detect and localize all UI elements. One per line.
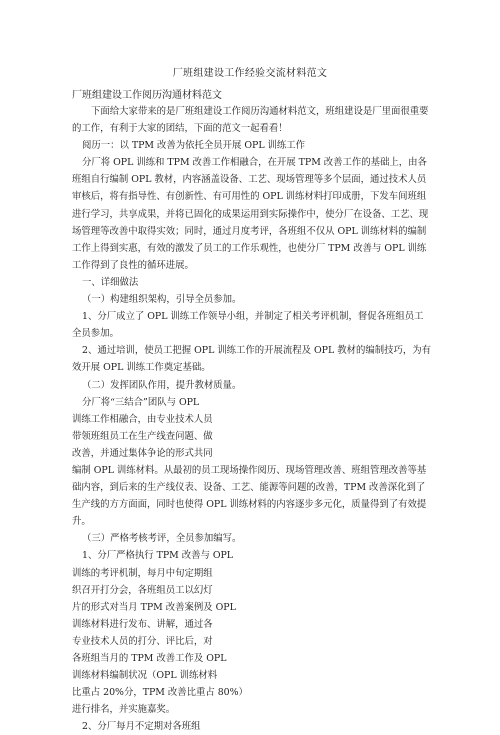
intro-paragraph: 下面给大家带来的是厂班组建设工作阅历沟通材料范文，班组建设是厂里面很重要的工作，有利于大家的团结，下面的范文一起看看！ (72, 106, 429, 135)
section-heading-experience-1: 阅历一：以 TPM 改善为依托全员开展 OPL 训练工作 (82, 140, 306, 152)
document-body (72, 103, 432, 735)
text-line: 训练工作相融合，由专业技术人员 (72, 413, 213, 425)
text-line: 织召开打分会，各班组员工以幻灯 (72, 584, 213, 596)
text-line: 训练材料进行发布、讲解，通过各 (72, 618, 213, 630)
document-title: 厂班组建设工作经验交流材料范文 (172, 68, 328, 79)
text-line: 2、分厂每月不定期对各班组 (82, 721, 201, 733)
text-line: 训练材料编制状况（OPL 训练材料 (72, 670, 218, 682)
text-line: 改善，并通过集体争论的形式共同 (72, 447, 213, 459)
section-heading-methods: 一、详细做法 (82, 276, 139, 288)
list-item: 1、分厂成立了 OPL 训练工作领导小组，并制定了相关考评机制，督促各班组员工全员参加。 (72, 311, 424, 340)
body-paragraph: 分厂将 OPL 训练和 TPM 改善工作相融合，在开展 TPM 改善工作的基础上，由各班组自行编制 OPL 教材，内容涵盖设备、工艺、现场管理等多个层面，通过技术人员审核后，将有指导性、有创新性、有可用性的 OPL 训练材料打印成册，下发车间班组进行学习，共享成果，并将已固化的成果运用到实际操作中，使分厂在设备、工艺、现场管理等改善中取得实效；同时，通过月度考评，各班组不仅从 OPL 训练材料的编制工作上得到实惠，有效的激发了员工的工作乐观性，也使分厂 TPM 改善与 OPL 训练工作得到了良性的循环进展。 (72, 157, 429, 271)
text-line: 专业技术人员的打分、评比后，对 (72, 635, 213, 647)
text-line: 各班组当月的 TPM 改善工作及 OPL (72, 653, 227, 664)
text-line: 进行排名，并实施嘉奖。 (72, 704, 176, 716)
list-item: 2、通过培训，使员工把握 OPL 训练工作的开展流程及 OPL 教材的编制技巧，为有效开展 OPL 训练工作奠定基础。 (72, 345, 431, 374)
subsection-heading: （二）发挥团队作用，提升教材质量。 (82, 379, 242, 391)
text-line: 分厂将“三结合”团队与 OPL (82, 396, 200, 408)
subsection-heading: （一）构建组织架构，引导全员参加。 (82, 294, 242, 306)
body-paragraph: 编制 OPL 训练材料。从最初的员工现场操作阅历、现场管理改善、班组管理改善等基础内容，到后来的生产线仪表、设备、工艺、能源等问题的改善，TPM 改善深化到了生产线的方方面面，同时也使得 OPL 训练材料的内容逐步多元化，质量得到了有效提升。 (72, 464, 427, 528)
document-subtitle: 厂班组建设工作阅历沟通材料范文 (72, 90, 222, 101)
text-line: 比重占 20%分，TPM 改善比重占 80%） (72, 687, 248, 699)
text-line: 训练的考评机制，每月中旬定期组 (72, 567, 213, 579)
text-line: 1、分厂严格执行 TPM 改善与 OPL (82, 550, 234, 562)
text-line: 带领班组员工在生产线查问题、做 (72, 430, 213, 442)
text-line: 片的形式对当月 TPM 改善案例及 OPL (72, 601, 236, 613)
subsection-heading: （三）严格考核考评，全员参加编写。 (82, 533, 242, 545)
